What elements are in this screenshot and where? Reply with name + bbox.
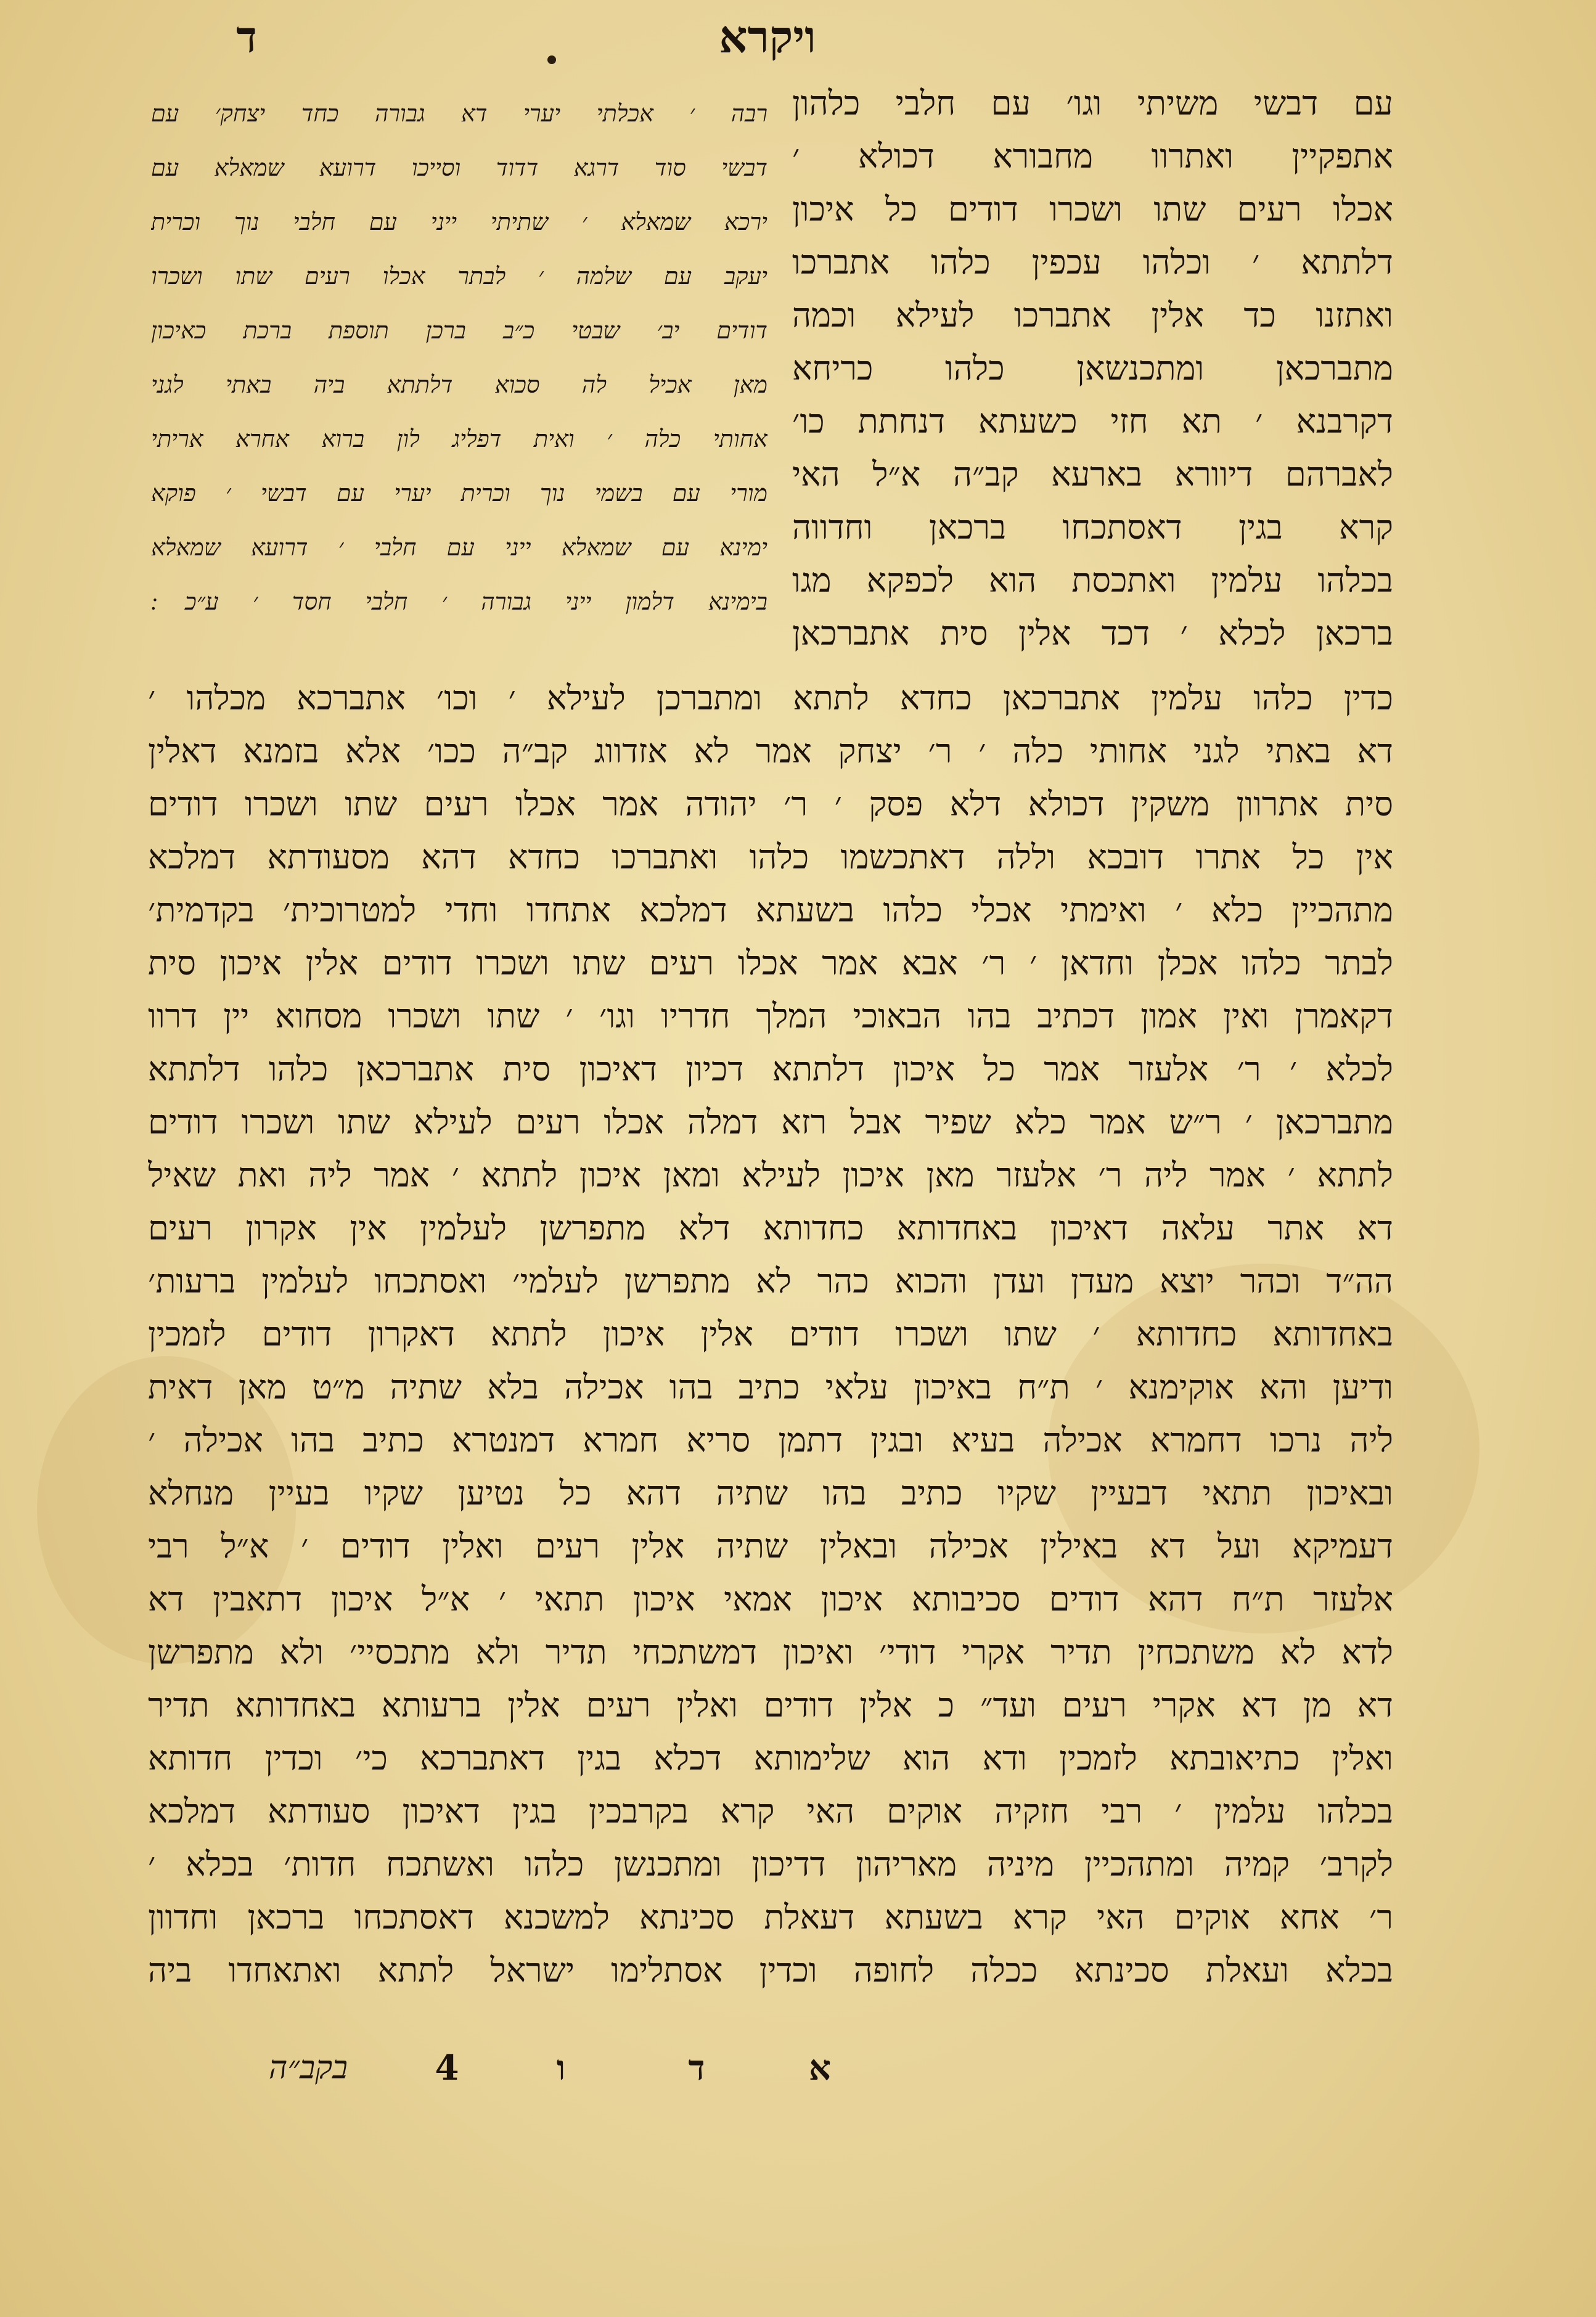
text-line: בכלהו עלמין ׳ רבי חזקיה אוקים האי קרא בקרבכין בגין דאיכון סעודתא דמלכא [148, 1792, 1393, 1831]
commentary-line: אחותי כלה ׳ ואית דפליג לון ברוא אחרא אריתי [151, 425, 767, 452]
text-line: לדא לא משתכחין תדיר אקרי דודי׳ ואיכון דמשתכחי תדיר ולא מתכסיי׳ ולא מתפרשן [148, 1633, 1393, 1672]
text-line: דקאמרן ואין אמון דכתיב בהו הבאוכי המלך חדריו וגו׳ ׳ שתו ושכרו מסחוא יין דרוו [148, 997, 1393, 1036]
text-line: ברכאן לכלא ׳ דכד אלין סית אתברכאן [792, 614, 1393, 653]
commentary-column [151, 86, 767, 629]
commentary-line: מורי עם בשמי נוך וכרית יערי עם דבשי ׳ פוקא [151, 480, 767, 507]
text-line: דקרבנא ׳ תא חזי כשעתא דנחתת כו׳ [792, 402, 1393, 441]
text-line: ר׳ אחא אוקים האי קרא בשעתא דעאלת סכינתא למשכנא דאסתכחו ברכאן וחדוון [148, 1898, 1393, 1937]
signature-mark: ו [556, 2048, 566, 2088]
text-line: ודיען והא אוקימנא ׳ ת״ח באיכון עלאי כתיב בהו אכילה בלא שתיה מ״ט מאן דאית [148, 1368, 1393, 1407]
text-line: מתהכיין כלא ׳ ואימתי אכלי כלהו בשעתא דמלכא אתחדו וחדי למטרוכית׳ בקדמית׳ [148, 891, 1393, 930]
text-line: ובאיכון תתאי דבעיין שקיו כתיב בהו שתיה דהא כל נטיען שקיו בעיין מנחלא [148, 1474, 1393, 1513]
text-line: קרא בגין דאסתכחו ברכאן וחדווה [792, 508, 1393, 547]
text-line: ליה נרכו דחמרא אכילה בעיא ובגין דתמן סריא חמרא דמנטרא כתיב בהו אכילה ׳ [148, 1421, 1393, 1460]
text-line: אכלו רעים שתו ושכרו דודים כל איכון [792, 190, 1393, 229]
text-line: באחדותא כחדותא ׳ שתו ושכרו דודים אלין איכון לתתא דאקרון דודים לזמכין [148, 1315, 1393, 1354]
text-line: לקרב׳ קמיה ומתהכיין מיניה מאריהון דדיכון ומתכנשן כלהו ואשתכח חדות׳ בכלא ׳ [148, 1845, 1393, 1884]
signature-mark: 4 [435, 2048, 459, 2088]
text-line: אלעזר ת״ח דהא דודים סכיבותא איכון אמאי איכון תתאי ׳ א״ל איכון דתאבין דא [148, 1580, 1393, 1619]
commentary-line: רבה ׳ אכלתי יערי דא גבורה כחד יצחק׳ עם [151, 100, 767, 127]
text-line: ואתזנו כד אלין אתברכו לעילא וכמה [792, 296, 1393, 335]
ink-dot [547, 55, 556, 64]
text-line: הה״ד וכהר יוצא מעדן ועדן והכוא כהר לא מתפרשן לעלמי׳ ואסתכחו לעלמין ברעות׳ [148, 1262, 1393, 1301]
text-line: בכלא ועאלת סכינתא ככלה לחופה וכדין אסתלימו ישראל לתתא ואתאחדו ביה [148, 1951, 1393, 1990]
text-line: אין כל אתרו דובכא וללה דאתכשמו כלהו ואתברכו כחדא דהא מסעודתא דמלכא [148, 838, 1393, 877]
text-line: דא אתר עלאה דאיכון באחדותא כחדותא דלא מתפרשן לעלמין אין אקרון רעים [148, 1209, 1393, 1248]
folio-letter: ד [236, 11, 257, 62]
page-header [0, 6, 1596, 68]
page-footer [0, 2034, 1596, 2102]
text-line: דא באתי לגני אחותי כלה ׳ ר׳ יצחק אמר לא אזדווג קב״ה ככו׳ אלא בזמנא דאלין [148, 732, 1393, 770]
text-line: לתתא ׳ אמר ליה ר׳ אלעזר מאן איכון לעילא ומאן איכון לתתא ׳ אמר ליה ואת שאיל [148, 1156, 1393, 1195]
main-text-column [792, 77, 1393, 653]
text-line: כדין כלהו עלמין אתברכאן כחדא לתתא ומתברכן לעילא ׳ וכו׳ אתברכא מכלהו ׳ [148, 679, 1393, 717]
text-line: לכלא ׳ ר׳ אלעזר אמר כל איכון דלתתא דכיון דאיכון סית אתברכאן כלהו דלתתא [148, 1050, 1393, 1089]
text-line: דעמיקא ועל דא באילין אכילה ובאלין שתיה אלין רעים ואלין דודים ׳ א״ל רבי [148, 1527, 1393, 1566]
commentary-line: דבשי סוד דרגא דדוד וסייכו דרועא שמאלא עם [151, 154, 767, 181]
commentary-line: דודים יב׳ שבטי כ״ב ברכן תוספת ברכת כאיכון [151, 317, 767, 344]
catchword: בקב״ה [268, 2049, 348, 2086]
text-line: דלתתא ׳ וכלהו עכפין כלהו אתברכו [792, 243, 1393, 282]
signature-mark: א [809, 2048, 831, 2088]
text-line: לאברהם דיוורא בארעא קב״ה א״ל האי [792, 455, 1393, 494]
full-width-text [148, 672, 1393, 2046]
signature-mark: ד [688, 2048, 705, 2088]
text-line: מתברכאן ׳ ר״ש אמר כלא שפיר אבל רזא דמלה אכלו רעים לעילא שתו ושכרו דודים [148, 1103, 1393, 1142]
text-line: בכלהו עלמין ואתכסת הוא לכפקא מגו [792, 561, 1393, 600]
commentary-line: יעקב עם שלמה ׳ לבתר אכלו רעים שתו ושכרו [151, 263, 767, 290]
text-line: אתפקיין ואתרוו מחבורא דכולא ׳ [792, 137, 1393, 176]
text-line: לבתר כלהו אכלן וחדאן ׳ ר׳ אבא אמר אכלו רעים שתו ושכרו דודים אלין איכון סית [148, 944, 1393, 983]
commentary-line: ימינא עם שמאלא ייני עם חלבי ׳ דרועא שמאלא [151, 534, 767, 561]
text-line: דא מן דא אקרי רעים ועד״ כ אלין דודים ואלין רעים אלין ברעותא באחדותא תדיר [148, 1686, 1393, 1725]
commentary-line: בימינא דלמון ייני גבורה ׳ חלבי חסד ׳ ע״כ ׃ [151, 588, 767, 615]
text-line: סית אתרוון משקין דכולא דלא פסק ׳ ר׳ יהודה אמר אכלו רעים שתו ושכרו דודים [148, 785, 1393, 823]
commentary-line: מאן אכיל לה סכוא דלתתא ביה באתי לגני [151, 371, 767, 398]
page-title: ויקרא [719, 10, 816, 63]
text-line: מתברכאן ומתכנשאן כלהו כריחא [792, 349, 1393, 388]
text-line: ואלין כתיאובתא לזמכין ודא הוא שלימותא דכלא בגין דאתברכא כי׳ וכדין חדותא [148, 1739, 1393, 1778]
text-line: עם דבשי משיתי וגו׳ עם חלבי כלהון [792, 84, 1393, 123]
commentary-line: ירכא שמאלא ׳ שתיתי ייני עם חלבי נוך וכרית [151, 208, 767, 235]
